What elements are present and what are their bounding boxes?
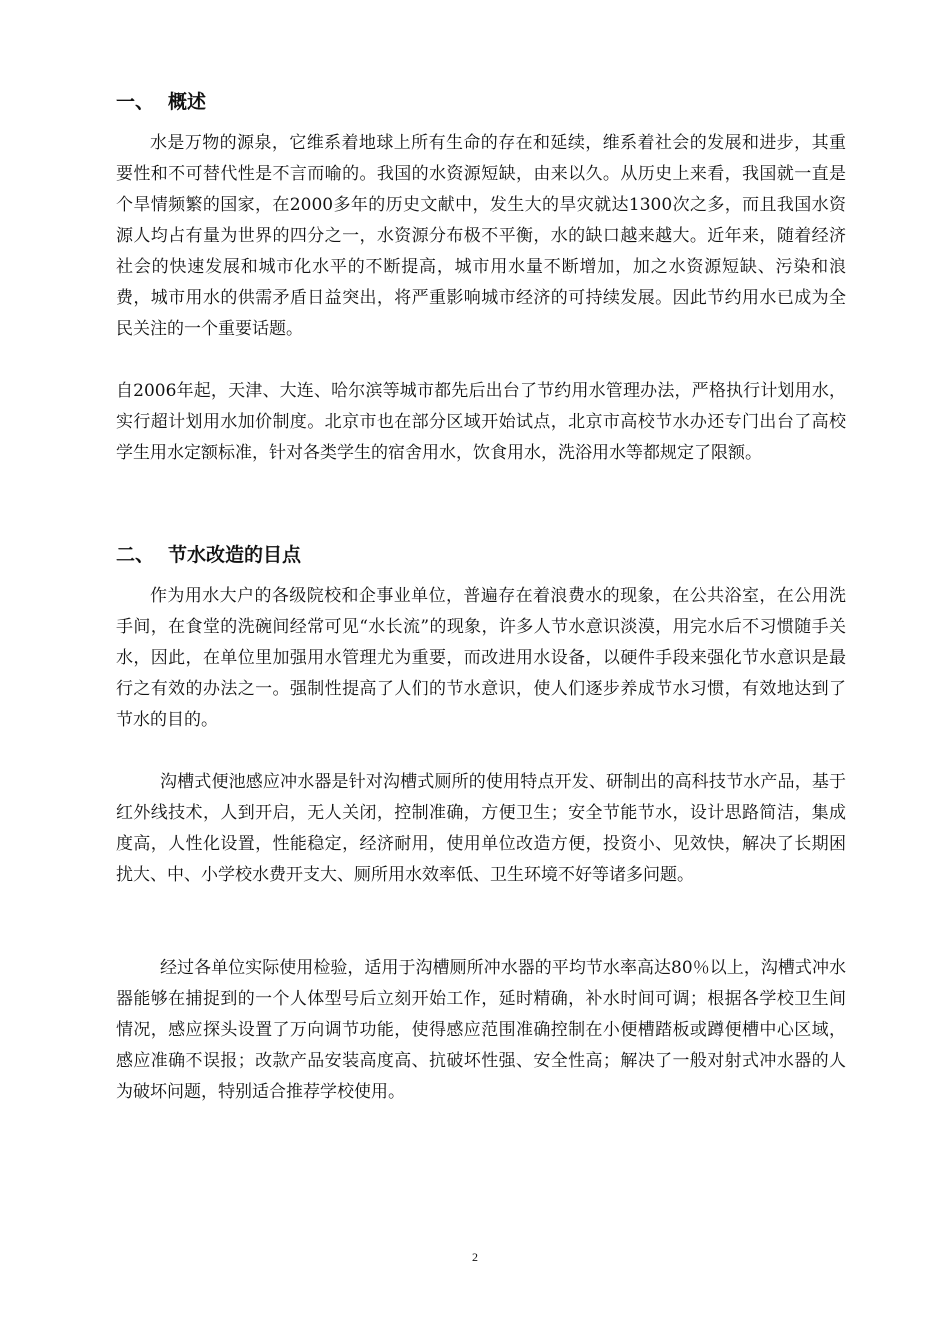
- paragraph-water-waste: 作为用水大户的各级院校和企事业单位，普遍存在着浪费水的现象，在公共浴室，在公用洗手间，在食堂的洗碗间经常可见“水长流”的现象，许多人节水意识淡漠，用完水后不习惯随手关水，因此，在单位里加强用水管理尤为重要，而改进用水设备，以硬件手段来强化节水意识是最行之有效的办法之一。强制性提高了人们的节水意识，使人们逐步养成节水习惯，有效地达到了节水的目的。: [116, 586, 846, 730]
- section-title: 概述: [168, 91, 207, 113]
- section-number: 二、: [116, 544, 155, 566]
- paragraph-flusher-product: 沟槽式便池感应冲水器是针对沟槽式厕所的使用特点开发、研制出的高科技节水产品，基于红外线技术，人到开启，无人关闭，控制准确，方便卫生；安全节能节水，设计思路简洁，集成度高，人性化设置，性能稳定，经济耐用，使用单位改造方便，投资小、见效快，解决了长期困扰大、中、小学校水费开支大、厕所用水效率低、卫生环境不好等诸多问题。: [116, 772, 846, 885]
- section-title: 节水改造的目点: [168, 544, 302, 566]
- paragraph-city-policies: 自2006年起，天津、大连、哈尔滨等城市都先后出台了节约用水管理办法，严格执行计划用水，实行超计划用水加价制度。北京市也在部分区域开始试点，北京市高校节水办还专门出台了高校学生用水定额标准，针对各类学生的宿舍用水，饮食用水，洗浴用水等都规定了限额。: [116, 381, 846, 463]
- section-heading-water-saving: [116, 543, 301, 567]
- section-number: 一、: [116, 91, 155, 113]
- paragraph-usage-results: 经过各单位实际使用检验，适用于沟槽厕所冲水器的平均节水率高达80％以上，沟槽式冲水器能够在捕捉到的一个人体型号后立刻开始工作，延时精确，补水时间可调；根据各学校卫生间情况，感应探头设置了万向调节功能，使得感应范围准确控制在小便槽踏板或蹲便槽中心区域，感应准确不误报；改款产品安装高度高、抗破坏性强、安全性高；解决了一般对射式冲水器的人为破坏问题，特别适合推荐学校使用。: [116, 958, 846, 1102]
- section-heading-overview: [116, 90, 206, 114]
- page-number: 2: [472, 1250, 478, 1264]
- paragraph-water-importance: 水是万物的源泉，它维系着地球上所有生命的存在和延续，维系着社会的发展和进步，其重要性和不可替代性是不言而喻的。我国的水资源短缺，由来以久。从历史上来看，我国就一直是个旱情频繁的国家，在2000多年的历史文献中，发生大的旱灾就达1300次之多，而且我国水资源人均占有量为世界的四分之一，水资源分布极不平衡，水的缺口越来越大。近年来，随着经济社会的快速发展和城市化水平的不断提高，城市用水量不断增加，加之水资源短缺、污染和浪费，城市用水的供需矛盾日益突出，将严重影响城市经济的可持续发展。因此节约用水已成为全民关注的一个重要话题。: [116, 133, 846, 339]
